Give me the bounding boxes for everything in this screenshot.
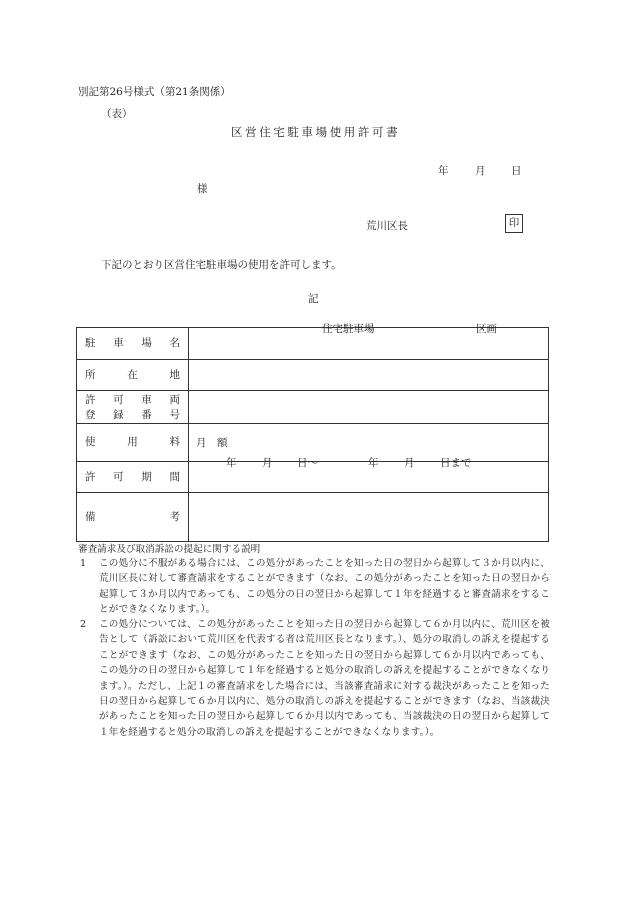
table-row — [77, 493, 549, 542]
label-char: 両 — [169, 394, 180, 406]
label-char: 間 — [169, 470, 180, 483]
label-char: 使 — [85, 436, 96, 448]
label-char: 許 — [85, 394, 96, 406]
label-char: 車 — [141, 394, 152, 406]
table-row — [77, 360, 549, 391]
date-month-label: 月 — [475, 165, 486, 177]
parking-name-text: 住宅駐車場 — [322, 323, 375, 335]
note-item — [80, 556, 550, 618]
permit-table — [76, 323, 549, 542]
row-label-remarks — [77, 493, 189, 542]
period-field — [189, 457, 549, 493]
label-char: 車 — [113, 337, 124, 349]
label-char: 在 — [127, 368, 138, 381]
fee-field: 月 額 — [189, 424, 549, 462]
row-label-period — [77, 462, 189, 493]
label-char: 可 — [113, 470, 124, 483]
label-char: 許 — [85, 470, 96, 483]
label-char: 可 — [113, 394, 124, 406]
label-char: 所 — [85, 368, 96, 381]
location-field — [189, 360, 549, 391]
table-row — [77, 328, 549, 360]
document-title: 区営住宅駐車場使用許可書 — [231, 125, 401, 139]
period-start-year: 年 — [226, 457, 237, 469]
note-text: この処分に不服がある場合には、この処分があったことを知った日の翌日から起算して３か月以内に、荒川区長に対して審査請求をすることができます（なお、この処分があったことを知った日の翌日から起算して３か月以内であっても、この処分の日の翌日から起算して１年を経過すると審査請求をすることができなくなります。）。 — [99, 558, 550, 616]
vehicle-number-field — [189, 391, 549, 424]
period-end-month: 月 — [404, 457, 415, 469]
seal-box: 印 — [505, 214, 523, 233]
notes-heading: 審査請求及び取消訴訟の提起に関する説明 — [78, 544, 261, 555]
date-day-label: 日 — [511, 165, 522, 177]
label-char: 録 — [113, 409, 124, 421]
date-year-label: 年 — [438, 165, 449, 177]
period-end-year: 年 — [368, 457, 379, 469]
label-char: 名 — [169, 337, 180, 349]
note-item — [80, 617, 550, 740]
ki-heading: 記 — [308, 293, 319, 305]
label-char: 備 — [85, 510, 96, 523]
label-char: 期 — [141, 470, 152, 483]
parking-name-field — [189, 323, 549, 360]
intro-text: 下記のとおり区営住宅駐車場の使用を許可します。 — [101, 259, 342, 271]
label-char: 用 — [127, 436, 138, 448]
addressee-suffix: 様 — [197, 183, 208, 195]
label-char: 場 — [141, 337, 152, 349]
row-label-parking-name — [77, 328, 189, 360]
period-end-day: 日まで — [440, 457, 472, 469]
label-char: 考 — [169, 510, 180, 523]
row-label-location — [77, 360, 189, 391]
issuer-name: 荒川区長 — [366, 220, 408, 232]
table-row — [77, 462, 549, 493]
side-label: （表） — [101, 108, 133, 120]
label-char: 番 — [141, 409, 152, 421]
period-start-day: 日～ — [297, 457, 318, 469]
table-row — [77, 391, 549, 424]
note-number: 1 — [80, 558, 87, 569]
label-char: 登 — [85, 409, 96, 421]
note-number: 2 — [80, 619, 87, 630]
parking-area-text: 区画 — [476, 323, 497, 335]
row-label-vehicle-number — [77, 391, 189, 424]
note-text: この処分については、この処分があったことを知った日の翌日から起算して６か月以内に、荒川区を被告として（訴訟において荒川区を代表する者は荒川区長となります。）、処分の取消しの訴えを提起することができます（なお、この処分があったことを知った日の翌日から起算して６か月以内であっても、この処分の日の翌日から起算して１年を経過すると処分の取消しの訴えを提起することができなくなります。）。ただし、上記１の審査請求をした場合には、当該審査請求に対する裁決があったことを知った日の翌日から起算して６か月以内に、処分の取消しの訴えを提起することができます（なお、当該裁決があったことを知った日の翌日から起算して６か月以内であっても、当該裁決の日の翌日から起算して１年を経過すると処分の取消しの訴えを提起することができなくなります。）。 — [99, 619, 550, 738]
form-number: 別記第26号様式（第21条関係） — [78, 86, 231, 98]
remarks-field — [189, 493, 549, 542]
label-char: 駐 — [85, 337, 96, 349]
label-char: 号 — [169, 409, 180, 421]
row-label-fee — [77, 424, 189, 462]
label-char: 地 — [169, 368, 180, 381]
label-char: 料 — [169, 436, 180, 448]
period-start-month: 月 — [262, 457, 273, 469]
